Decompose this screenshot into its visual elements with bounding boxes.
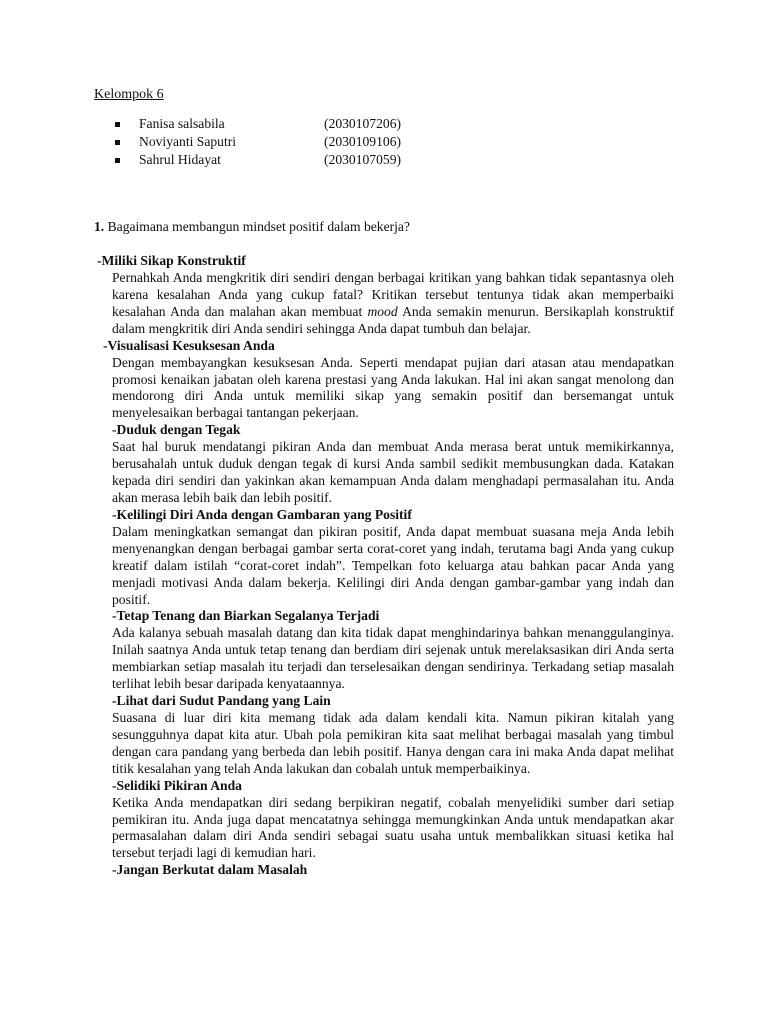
question-text: Bagaimana membangun mindset positif dalam bekerja? — [104, 219, 410, 234]
member-name: Fanisa salsabila — [139, 116, 225, 131]
section-heading: -Visualisasi Kesuksesan Anda — [103, 337, 275, 353]
section-paragraph: Ketika Anda mendapatkan diri sedang berpikiran negatif, cobalah menyelidiki sumber dari setiap pemikiran itu. Anda juga dapat mencatatnya sehingga memungkinkan Anda untuk mendapatkan akar permasalahan dalam diri Anda sendiri sebagai suatu usaha untuk membalikkan situasi ketika hal tersebut terjadi lagi di kemudian hari. — [112, 794, 674, 861]
section-heading: -Tetap Tenang dan Biarkan Segalanya Terjadi — [112, 608, 380, 624]
member-id: (2030107206) — [324, 116, 402, 131]
member-list — [115, 115, 435, 169]
member-name: Sahrul Hidayat — [139, 152, 221, 167]
section-heading: -Duduk dengan Tegak — [112, 422, 241, 438]
list-item — [115, 115, 435, 133]
list-item — [115, 151, 435, 169]
member-id: (2030109106) — [324, 134, 402, 149]
section-heading: -Kelilingi Diri Anda dengan Gambaran yang Positif — [112, 506, 412, 522]
square-bullet-icon — [115, 122, 120, 127]
section-heading: -Lihat dari Sudut Pandang yang Lain — [112, 693, 331, 709]
section-heading: -Miliki Sikap Konstruktif — [97, 253, 246, 268]
section-heading: -Selidiki Pikiran Anda — [112, 777, 242, 793]
question — [94, 219, 410, 236]
emphasis-text: mood — [367, 303, 398, 319]
paragraph-text: Pernahkah Anda mengkritik diri sendiri dengan berbagai kritikan yang bahkan tidak sepantasnya oleh karena kesalahan Anda yang cukup fatal? Kritikan tersebut tentunya tidak akan memperbaiki kesalahan Anda dan malahan akan membuat — [112, 270, 674, 319]
section-paragraph: Dalam meningkatkan semangat dan pikiran positif, Anda dapat membuat suasana meja Anda lebih menyenangkan dengan berbagai gambar serta corat-coret yang indah, terutama bagi Anda yang cukup kreatif dalam istilah “corat-coret indah”. Tempelkan foto keluarga atau bahkan pacar Anda yang menjadi motivasi Anda dalam bekerja. Kelilingi diri Anda dengan gambar-gambar yang indah dan positif. — [112, 523, 674, 607]
section-heading: -Jangan Berkutat dalam Masalah — [112, 862, 308, 878]
member-name: Noviyanti Saputri — [139, 134, 237, 149]
paragraph-text: Anda semakin menurun. Bersikaplah konstruktif dalam mengkritik diri Anda sendiri sehingga Anda dapat tumbuh dan belajar. — [112, 303, 674, 336]
section-paragraph: Suasana di luar diri kita memang tidak ada dalam kendali kita. Namun pikiran kitalah yang sesungguhnya dapat kita atur. Ubah pola pemikiran kita saat melihat berbagai masalah yang timbul dengan cara pandang yang berbeda dan lebih positif. Hanya dengan cara ini maka Anda dapat melihat titik kesalahan yang telah Anda lakukan dan cobalah untuk memperbaikinya. — [112, 710, 674, 776]
list-item — [115, 133, 435, 151]
section-paragraph — [112, 270, 674, 338]
section-paragraph: Dengan membayangkan kesuksesan Anda. Seperti mendapat pujian dari atasan atau mendapatkan promosi kenaikan jabatan oleh karena prestasi yang Anda lakukan. Hal ini akan sangat menolong dan mendorong diri Anda untuk memiliki sikap yang semakin positif dan bersemangat untuk menyelesaikan berbagai tantangan pekerjaan. — [112, 354, 674, 421]
question-number: 1. — [94, 219, 105, 234]
answer-content — [94, 253, 674, 879]
member-id: (2030107059) — [324, 152, 402, 167]
section-paragraph: Ada kalanya sebuah masalah datang dan kita tidak dapat menghindarinya bahkan menanggulanginya. Inilah saatnya Anda untuk tetap tenang dan berdiam diri sejenak untuk merelaksasikan diri Anda serta membiarkan setiap masalah itu terjadi dan terselesaikan dengan sendirinya. Terkadang setiap masalah terlihat lebih besar daripada kenyataannya. — [112, 625, 674, 692]
section-paragraph: Saat hal buruk mendatangi pikiran Anda dan membuat Anda merasa berat untuk memikirkannya, berusahalah untuk duduk dengan tegak di kursi Anda sambil sedikit membusungkan dada. Katakan kepada diri sendiri dan yakinkan akan kemampuan Anda dalam menghadapi permasalahan itu. Anda akan merasa lebih baik dan lebih positif. — [112, 439, 674, 505]
group-title: Kelompok 6 — [94, 87, 164, 102]
square-bullet-icon — [115, 158, 120, 163]
square-bullet-icon — [115, 140, 120, 145]
